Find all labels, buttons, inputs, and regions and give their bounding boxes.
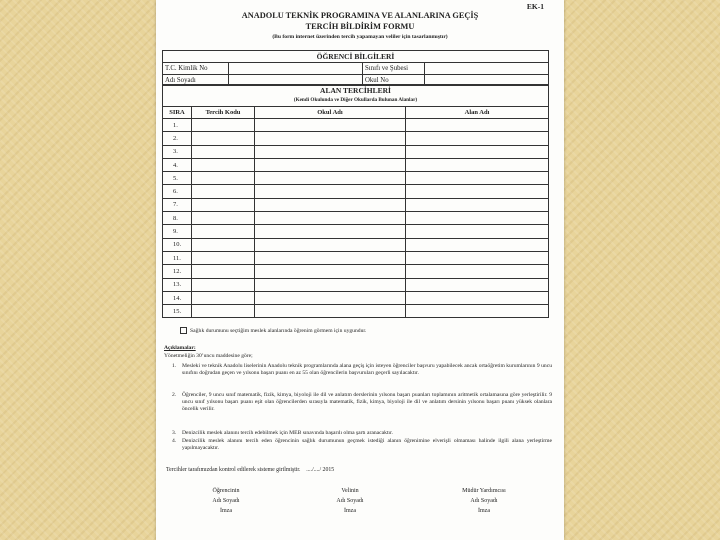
- table-row: [163, 251, 549, 264]
- table-header-row: [163, 107, 549, 119]
- table-row: [163, 172, 549, 185]
- row-number: 3.: [163, 145, 192, 158]
- school-name-cell[interactable]: [255, 305, 406, 318]
- row-number: 12.: [163, 265, 192, 278]
- note-item-2: 2. Öğrenciler, 9 uncu sınıf matematik, fizik, kimya, biyoloji ile dil ve anlatım derslerinin yılsonu başarı puanları toplamının aritmetik ortalamasına göre yerleştirilir. 9 uncu sınıf yılsonu başarı puanı eşit olan öğrencilerden sırasıyla matematik, fizik, kimya, biyoloji ile dil ve anlatım dersinin yılsonu başarı puanı yüksek olanlara öncelik verilir.: [172, 392, 552, 413]
- field-name-cell[interactable]: [406, 305, 549, 318]
- preferences-header: [162, 85, 549, 106]
- field-name-cell[interactable]: [406, 265, 549, 278]
- school-name-cell[interactable]: [255, 172, 406, 185]
- table-row: [163, 212, 549, 225]
- preference-code-cell[interactable]: [192, 251, 255, 264]
- school-name-cell[interactable]: [255, 119, 406, 132]
- table-row: [163, 278, 549, 291]
- field-name-cell[interactable]: [406, 198, 549, 211]
- signature-student: [176, 486, 276, 516]
- signature-student-name: Adı Soyadı: [212, 498, 240, 504]
- row-number: 4.: [163, 158, 192, 171]
- health-check-text: Sağlık durumunu seçtiğim meslek alanlarında öğrenim görmem için uygundur.: [190, 327, 367, 334]
- signature-parent: [300, 486, 400, 516]
- tc-field[interactable]: [229, 63, 363, 74]
- signature-vice-principal-role: Müdür Yardımcısı: [462, 488, 506, 494]
- notes-regulation: Yönetmeliğin 30’uncu maddesine göre;: [164, 353, 253, 359]
- form-title-line1: ANADOLU TEKNİK PROGRAMINA VE ALANLARINA GEÇİŞ: [241, 11, 479, 20]
- name-label: Adı Soyadı: [163, 75, 229, 86]
- preference-code-cell[interactable]: [192, 278, 255, 291]
- signature-vice-principal-name: Adı Soyadı: [470, 498, 498, 504]
- table-row: [163, 145, 549, 158]
- school-name-cell[interactable]: [255, 185, 406, 198]
- table-row: [163, 238, 549, 251]
- school-name-cell[interactable]: [255, 198, 406, 211]
- signature-vice-principal-sign: İmza: [478, 508, 490, 514]
- field-name-cell[interactable]: [406, 145, 549, 158]
- annex-label: EK-1: [526, 2, 544, 11]
- table-row: [163, 265, 549, 278]
- row-number: 7.: [163, 198, 192, 211]
- preference-code-cell[interactable]: [192, 172, 255, 185]
- preferences-body: [163, 119, 549, 318]
- preference-code-cell[interactable]: [192, 238, 255, 251]
- field-name-cell[interactable]: [406, 212, 549, 225]
- preference-code-cell[interactable]: [192, 145, 255, 158]
- row-number: 1.: [163, 119, 192, 132]
- signature-parent-sign: İmza: [344, 508, 356, 514]
- table-row: [163, 305, 549, 318]
- signature-student-role: Öğrencinin: [212, 488, 240, 494]
- signature-parent-role: Velinin: [341, 488, 359, 494]
- preference-code-cell[interactable]: [192, 158, 255, 171]
- preference-code-cell[interactable]: [192, 185, 255, 198]
- row-number: 13.: [163, 278, 192, 291]
- notes-heading: Açıklamalar:: [164, 345, 196, 351]
- table-row: [163, 119, 549, 132]
- row-number: 8.: [163, 212, 192, 225]
- school-name-cell[interactable]: [255, 265, 406, 278]
- row-number: 9.: [163, 225, 192, 238]
- field-name-cell[interactable]: [406, 251, 549, 264]
- student-row-1: [163, 63, 548, 75]
- row-number: 6.: [163, 185, 192, 198]
- tc-label: T.C. Kimlik No: [163, 63, 229, 74]
- field-name-cell[interactable]: [406, 158, 549, 171]
- row-number: 2.: [163, 132, 192, 145]
- form-subtitle: (Bu form internet üzerinden tercih yapamayan veliler için tasarlanmıştır): [272, 34, 448, 40]
- school-no-label: Okul No: [363, 75, 425, 86]
- preference-code-cell[interactable]: [192, 265, 255, 278]
- school-name-cell[interactable]: [255, 132, 406, 145]
- school-name-cell[interactable]: [255, 225, 406, 238]
- preference-code-cell[interactable]: [192, 291, 255, 304]
- row-number: 5.: [163, 172, 192, 185]
- field-name-cell[interactable]: [406, 278, 549, 291]
- note-item-3: 3. Denizcilik meslek alanını tercih edebilmek için MEB sınavında başarılı olma şartı aranacaktır.: [172, 430, 393, 436]
- class-field[interactable]: [425, 63, 548, 74]
- row-number: 15.: [163, 305, 192, 318]
- student-info-box: [162, 50, 549, 85]
- table-row: [163, 158, 549, 171]
- row-number: 14.: [163, 291, 192, 304]
- signature-vice-principal: [434, 486, 534, 516]
- preference-code-cell[interactable]: [192, 212, 255, 225]
- note-item-4: 4. Denizcilik meslek alanını tercih eden öğrencinin sağlık durumunun geçmek istediği alanın öğrenimine elverişli olmaması halinde ilgili alana yerleştirme yapılmayacaktır.: [172, 438, 552, 452]
- school-name-cell[interactable]: [255, 278, 406, 291]
- signature-student-sign: İmza: [220, 508, 232, 514]
- note-item-1: 1. Mesleki ve teknik Anadolu liselerinin Anadolu teknik programlarında alana geçiş için isteyen öğrenciler başvuru yapabilecek ancak ortaöğretim kurumlarının 9 uncu sınıfını doğrudan geçen ve yılsonu başarı puanı en az 55 olan öğrencilerin başvuruları geçerli sayılacaktır.: [172, 363, 552, 377]
- header-field: Alan Adı: [406, 107, 549, 119]
- field-name-cell[interactable]: [406, 291, 549, 304]
- field-name-cell[interactable]: [406, 132, 549, 145]
- health-checkbox[interactable]: [180, 327, 187, 334]
- table-row: [163, 185, 549, 198]
- header-sira: SIRA: [163, 107, 192, 119]
- table-row: [163, 198, 549, 211]
- field-name-cell[interactable]: [406, 185, 549, 198]
- school-name-cell[interactable]: [255, 238, 406, 251]
- field-name-cell[interactable]: [406, 225, 549, 238]
- preferences-table: [162, 106, 549, 318]
- preference-code-cell[interactable]: [192, 119, 255, 132]
- field-name-cell[interactable]: [406, 238, 549, 251]
- field-name-cell[interactable]: [406, 172, 549, 185]
- field-name-cell[interactable]: [406, 119, 549, 132]
- school-name-cell[interactable]: [255, 212, 406, 225]
- preferences-title: ALAN TERCİHLERİ: [320, 86, 391, 95]
- table-row: [163, 225, 549, 238]
- row-number: 11.: [163, 251, 192, 264]
- student-section-title: ÖĞRENCİ BİLGİLERİ: [163, 51, 548, 63]
- school-name-cell[interactable]: [255, 251, 406, 264]
- signature-parent-name: Adı Soyadı: [336, 498, 364, 504]
- school-name-cell[interactable]: [255, 158, 406, 171]
- preference-code-cell[interactable]: [192, 305, 255, 318]
- health-check-line: [180, 327, 550, 335]
- form-title-line2: TERCİH BİLDİRİM FORMU: [305, 22, 415, 31]
- header-school: Okul Adı: [255, 107, 406, 119]
- table-row: [163, 291, 549, 304]
- control-line: Tercihler tarafımızdan kontrol edilerek sisteme girilmiştir. ..../..../ 2015: [166, 467, 335, 473]
- school-name-cell[interactable]: [255, 291, 406, 304]
- preference-code-cell[interactable]: [192, 132, 255, 145]
- table-row: [163, 132, 549, 145]
- row-number: 10.: [163, 238, 192, 251]
- preference-code-cell[interactable]: [192, 198, 255, 211]
- class-label: Sınıfı ve Şubesi: [363, 63, 425, 74]
- preference-code-cell[interactable]: [192, 225, 255, 238]
- header-code: Tercih Kodu: [192, 107, 255, 119]
- school-name-cell[interactable]: [255, 145, 406, 158]
- preferences-subtitle: (Kendi Okulunda ve Diğer Okullarda Bulunan Alanlar): [293, 97, 418, 103]
